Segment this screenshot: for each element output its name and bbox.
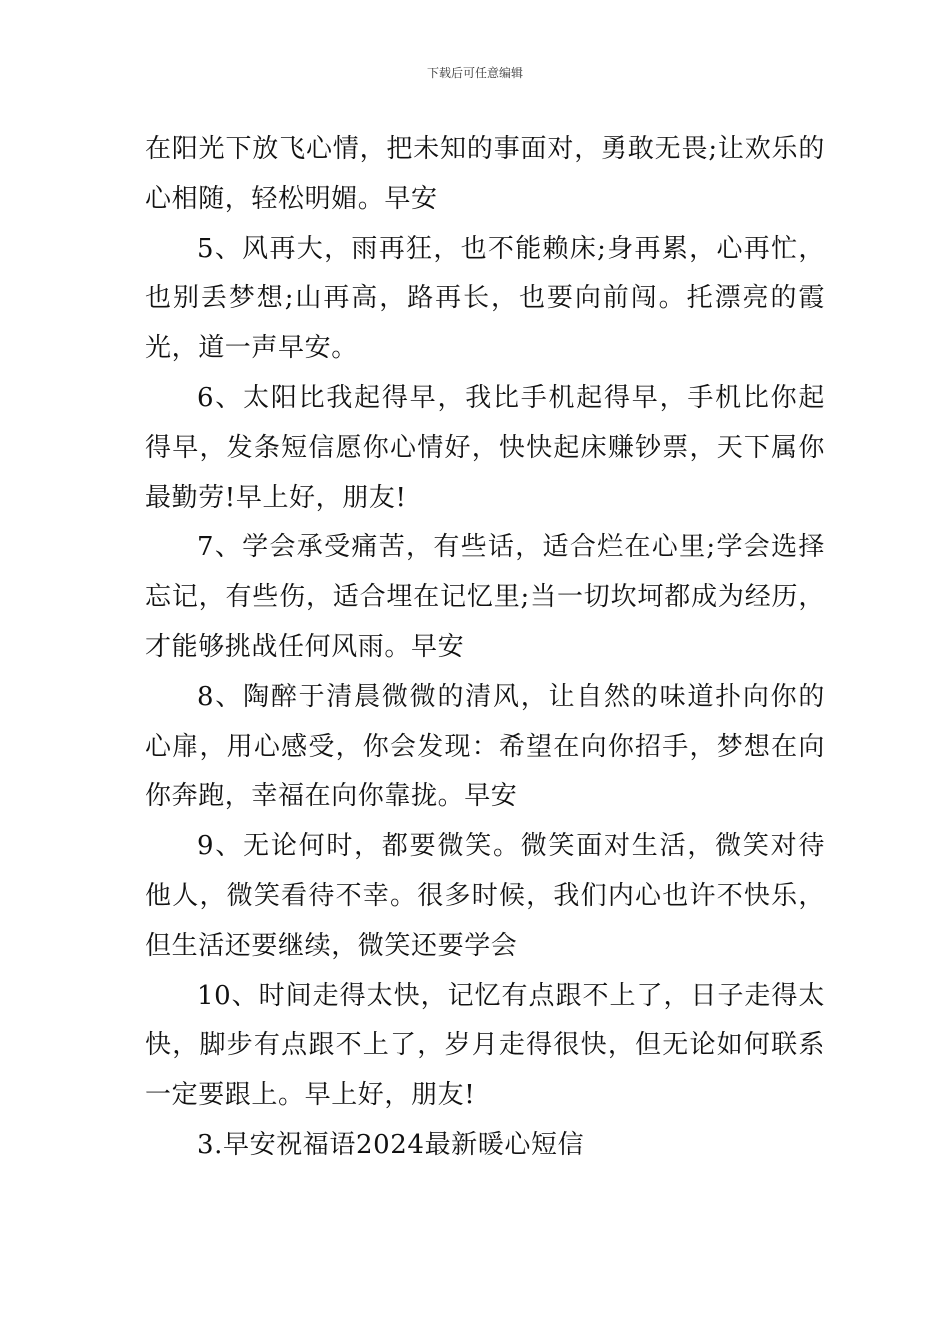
section-heading: 3.早安祝福语2024最新暖心短信 xyxy=(197,1129,585,1160)
document-body xyxy=(145,125,825,1171)
paragraph-item-7: 7、学会承受痛苦，有些话，适合烂在心里;学会选择忘记，有些伤，适合埋在记忆里;当一切坎坷都成为经历，才能够挑战任何风雨。早安 xyxy=(145,532,825,662)
paragraph-item-8: 8、陶醉于清晨微微的清风，让自然的味道扑向你的心扉，用心感受，你会发现：希望在向你招手，梦想在向你奔跑，幸福在向你靠拢。早安 xyxy=(145,681,825,812)
paragraph-continued: 在阳光下放飞心情，把未知的事面对，勇敢无畏;让欢乐的心相随，轻松明媚。早安 xyxy=(145,134,825,214)
paragraph-item-10: 10、时间走得太快，记忆有点跟不上了，日子走得太快，脚步有点跟不上了，岁月走得很快，但无论如何联系一定要跟上。早上好，朋友! xyxy=(145,980,825,1111)
paragraph-item-5: 5、风再大，雨再狂，也不能赖床;身再累，心再忙，也别丢梦想;山再高，路再长，也要向前闯。托漂亮的霞光，道一声早安。 xyxy=(145,233,825,364)
paragraph-item-9: 9、无论何时，都要微笑。微笑面对生活，微笑对待他人，微笑看待不幸。很多时候，我们内心也许不快乐，但生活还要继续，微笑还要学会 xyxy=(145,831,825,961)
page-header: 下载后可任意编辑 xyxy=(426,66,523,80)
paragraph-item-6: 6、太阳比我起得早，我比手机起得早，手机比你起得早，发条短信愿你心情好，快快起床赚钞票，天下属你最勤劳!早上好，朋友! xyxy=(145,382,825,513)
